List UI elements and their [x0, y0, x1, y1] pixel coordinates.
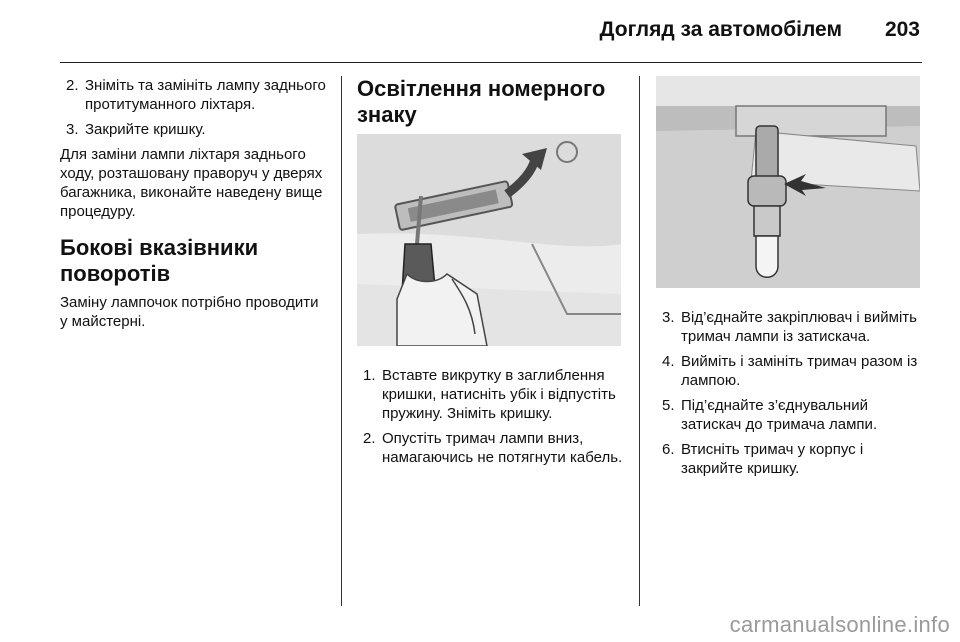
step-number: 3. — [66, 121, 79, 138]
step-item — [357, 366, 627, 423]
step-text: Втисніть тримач у корпус і закрийте кришку. — [681, 441, 864, 477]
step-text: Від’єднайте закріплювач і вийміть тримач лампи із затискача. — [681, 309, 917, 345]
step-text: Вийміть і замініть тримач разом із лампою. — [681, 353, 918, 389]
reverse-light-paragraph: Для заміни лампи ліхтаря заднього ходу, розташовану праворуч у дверях багажника, виконайте наведену вище процедуру. — [60, 146, 323, 220]
step-text: Під’єднайте з’єднувальний затискач до тримача лампи. — [681, 397, 878, 433]
step-item — [656, 440, 922, 478]
step-text: Вставте викрутку в заглиблення кришки, натисніть убік і відпустіть пружину. Зніміть кришку. — [382, 367, 616, 422]
column-divider-1 — [341, 76, 342, 606]
column-1 — [60, 76, 330, 345]
page-number: 203 — [884, 18, 920, 41]
step-number: 1. — [363, 367, 376, 384]
step-text: Опустіть тримач лампи вниз, намагаючись не потягнути кабель. — [382, 430, 623, 466]
step-number: 3. — [662, 309, 675, 326]
column-3 — [656, 76, 922, 484]
step-number: 4. — [662, 353, 675, 370]
step-text: Закрийте кришку. — [85, 121, 206, 138]
screwdriver-illustration — [357, 134, 621, 346]
column-divider-2 — [639, 76, 640, 606]
column-2 — [357, 76, 627, 473]
side-indicators-paragraph: Заміну лампочок потрібно проводити у майстерні. — [60, 294, 319, 330]
watermark-text: carmanualsonline.info — [729, 612, 950, 637]
page-header — [60, 0, 922, 63]
step-item — [357, 429, 627, 467]
step-item — [656, 396, 922, 434]
bulb-holder-illustration — [656, 76, 920, 288]
step-text: Зніміть та замініть лампу заднього протитуманного ліхтаря. — [85, 77, 326, 113]
step-number: 5. — [662, 397, 675, 414]
step-item — [60, 120, 330, 139]
step-item — [60, 76, 330, 114]
side-indicators-heading: Бокові вказівники поворотів — [60, 235, 259, 286]
step-item — [656, 308, 922, 346]
step-number: 6. — [662, 441, 675, 458]
license-plate-heading: Освітлення номерного знаку — [357, 76, 606, 127]
step-item — [656, 352, 922, 390]
section-title: Догляд за автомобілем — [599, 18, 842, 41]
step-number: 2. — [66, 77, 79, 94]
step-number: 2. — [363, 430, 376, 447]
